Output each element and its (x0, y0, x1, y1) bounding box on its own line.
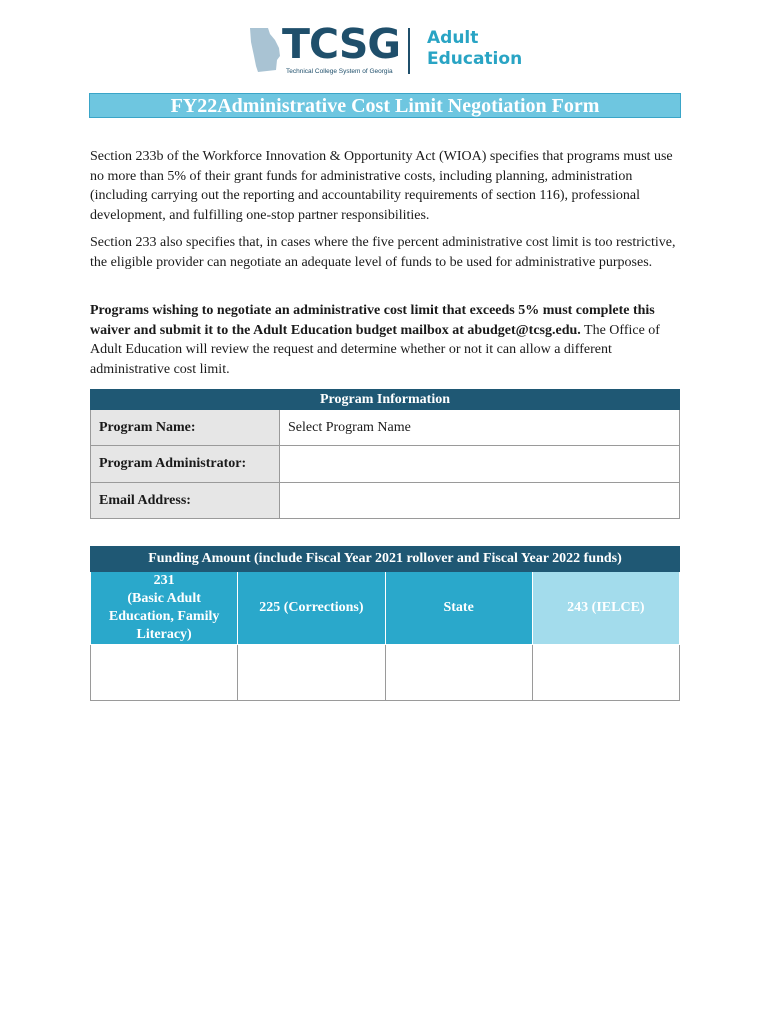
column-243-header: 243 (IELCE) (532, 572, 679, 645)
column-231-header (91, 572, 238, 645)
program-information-header: Program Information (91, 390, 680, 410)
table-row (91, 645, 680, 701)
paragraph-negotiation (90, 233, 680, 272)
paragraph-1: Section 233b of the Workforce Innovation & Opportunity Act (WIOA) specifies that programs must use no more than 5% of their grant funds for administrative costs, including planning, administration (including carrying out the reporting and accountability requirements of section 116), professional development, and fulfilling one-stop partner responsibilities. (90, 149, 673, 223)
column-225-header: 225 (Corrections) (238, 572, 385, 645)
logo-subtitle: Technical College System of Georgia (286, 68, 393, 75)
email-address-label: Email Address: (91, 483, 280, 519)
table-row (91, 410, 680, 446)
funding-amount-table (90, 546, 680, 701)
column-231-code: 231 (153, 573, 175, 588)
funding-231-field[interactable] (91, 645, 238, 701)
program-administrator-label: Program Administrator: (91, 446, 280, 483)
funding-amount-header: Funding Amount (include Fiscal Year 2021 rollover and Fiscal Year 2022 funds) (91, 547, 680, 572)
logo-wordmark: TCSG (282, 20, 400, 68)
funding-243-field[interactable] (532, 645, 679, 701)
paragraph-instructions (90, 301, 680, 379)
program-information-table (90, 389, 680, 519)
logo-divider (408, 28, 410, 74)
logo-unit-line2: Education (427, 49, 523, 69)
paragraph-3-rest: The Office of Adult Education will review the request and determine whether or not it can allow a different administrative cost limit. (90, 322, 660, 377)
paragraph-3-bold: Programs wishing to negotiate an administrative cost limit that exceeds 5% must complete this waiver and submit it to the Adult Education budget mailbox at abudget@tcsg.edu. (90, 303, 655, 338)
column-231-desc: (Basic Adult Education, Family Literacy) (108, 591, 220, 642)
program-name-label: Program Name: (91, 410, 280, 446)
paragraph-3 (90, 301, 680, 379)
tcsg-adult-education-logo (248, 20, 523, 78)
funding-225-field[interactable] (238, 645, 385, 701)
email-address-field[interactable] (280, 483, 680, 519)
form-title: FY22Administrative Cost Limit Negotiation Form (89, 93, 681, 118)
table-row (91, 446, 680, 483)
funding-state-field[interactable] (385, 645, 532, 701)
column-state-header: State (385, 572, 532, 645)
program-administrator-field[interactable] (280, 446, 680, 483)
logo-unit-line1: Adult (427, 28, 479, 48)
program-name-select[interactable]: Select Program Name (280, 410, 680, 446)
paragraph-2: Section 233 also specifies that, in cases where the five percent administrative cost limit is too restrictive, the eligible provider can negotiate an adequate level of funds to be used for administrative purposes. (90, 235, 676, 270)
georgia-map-icon (248, 26, 282, 74)
table-row (91, 483, 680, 519)
logo-unit-name (427, 28, 522, 70)
paragraph-wioa-section (90, 147, 680, 225)
